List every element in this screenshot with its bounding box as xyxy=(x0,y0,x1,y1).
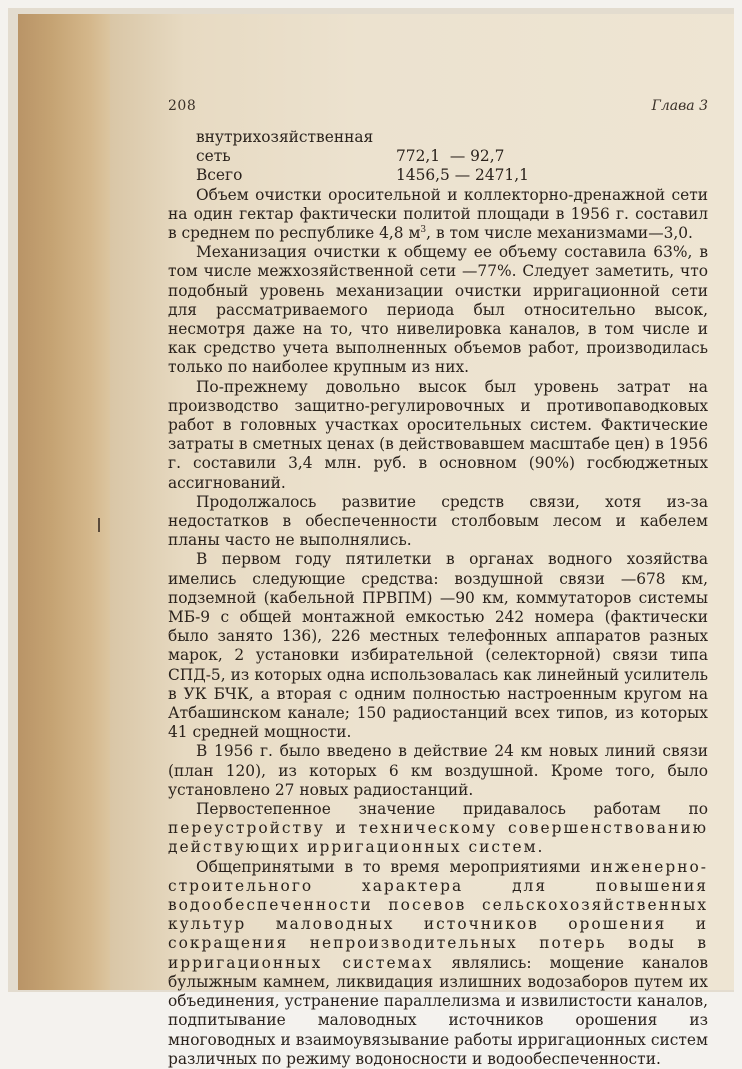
paragraph-text: Первостепенное значение придавалось работам по xyxy=(196,800,708,819)
paragraph: В первом году пятилетки в органах водного хозяйства имелись следующие средства: воздушной связи —678 км, подземной (кабельной ПРВПМ) —90 км, коммутаторов системы МБ-9 с общей монтажной емкостью 242 номера (фактически было занято 136), 226 местных телефонных аппаратов разных марок, 2 установки избирательной (селекторной) связи типа СПД-5, из которых одна использовалась как линейный усилитель в УК БЧК, а вторая с одним полностью настроенным кругом на Атбашинском канале; 150 радиостанций всех типов, из которых 41 средней мощности. xyxy=(168,550,708,742)
table-row xyxy=(168,166,708,185)
page-number: 208 xyxy=(168,98,197,114)
row-label: внутрихозяйственная xyxy=(196,128,374,146)
body-text xyxy=(168,128,708,1069)
row-value: 772,1 — 92,7 xyxy=(396,147,505,166)
row-value: 1456,5 — 2471,1 xyxy=(396,166,529,185)
margin-mark xyxy=(98,518,100,532)
book-page-edge xyxy=(18,14,114,990)
paragraph: В 1956 г. было введено в действие 24 км новых линий связи (план 120), из которых 6 км воздушной. Кроме того, было установлено 27 новых радиостанций. xyxy=(168,742,708,799)
paragraph-text: Общепринятыми в то время мероприятиями xyxy=(196,857,591,876)
emphasized-text: переустройству и техническому совершенствованию действующих ирригационных систем. xyxy=(168,819,708,857)
paragraph: Механизация очистки к общему ее объему составила 63%, в том числе межхозяйственной сети —77%. Следует заметить, что подобный уровень механизации очистки ирригационной сети для рассматриваемого периода был относительно высок, несмотря даже на то, что нивелировка каналов, в том числе и как средство учета выполненных объемов работ, производилась только по наиболее крупным из них. xyxy=(168,243,708,377)
paragraph xyxy=(168,858,708,1069)
running-header xyxy=(168,98,708,118)
paragraph-text: Объем очистки оросительной и коллекторно-дренажной сети на один гектар фактически политой площади в 1956 г. составил в среднем по республике 4,8 м xyxy=(168,185,708,242)
table-row xyxy=(168,147,708,166)
table-row xyxy=(168,128,708,147)
paragraph-text: , в том числе механизмами—3,0. xyxy=(426,223,693,242)
paragraph: Продолжалось развитие средств связи, хотя из-за недостатков в обеспеченности столбовым лесом и кабелем планы часто не выполнялись. xyxy=(168,492,708,550)
paragraph: По-прежнему довольно высок был уровень затрат на производство защитно-регулировочных и противопаводковых работ в головных участках оросительных систем. Фактические затраты в сметных ценах (в действовавшем масштабе цен) в 1956 г. составили 3,4 млн. руб. в основном (90%) госбюджетных ассигнований. xyxy=(168,377,708,492)
paragraph xyxy=(168,800,708,858)
paragraph xyxy=(168,186,708,244)
emphasized-text: инженерно-строительного характера для повышения водообеспеченности посевов сельскохозяйственных культур маловодных источников орошения и сокращения непроизводительных потерь воды в ирригационных системах xyxy=(168,857,708,972)
row-label: Всего xyxy=(196,166,243,185)
superscript: 3 xyxy=(420,224,427,235)
chapter-title: Глава 3 xyxy=(651,98,708,114)
paragraph-text: являлись: мощение каналов булыжным камнем, ликвидация излишних водозаборов путем их объединения, устранение параллелизма и извилистости каналов, подпитывание маловодных источников орошения из многоводных и взаимоувязывание работы ирригационных систем различных по режиму водоносности и водообеспеченности. xyxy=(168,953,708,1068)
row-label: сеть xyxy=(196,147,231,166)
